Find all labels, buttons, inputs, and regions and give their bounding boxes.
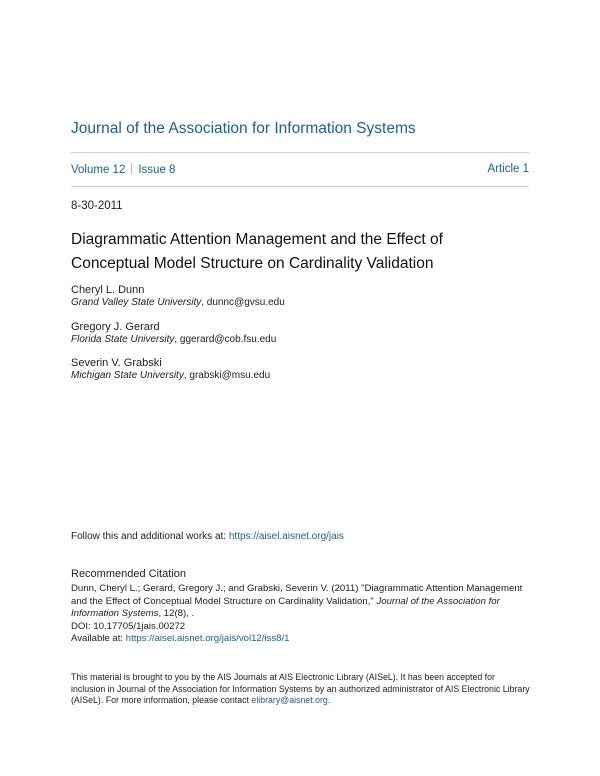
author-name: Cheryl L. Dunn bbox=[71, 284, 145, 296]
contact-email-link[interactable]: elibrary@aisnet.org bbox=[251, 695, 328, 705]
author-affiliation bbox=[71, 333, 276, 346]
follow-link[interactable]: https://aisel.aisnet.org/jais bbox=[228, 531, 344, 542]
issue-link[interactable]: Issue 8 bbox=[138, 164, 176, 176]
divider-bottom bbox=[71, 186, 529, 187]
citation-doi: DOI: 10.17705/1jais.00272 bbox=[71, 620, 186, 632]
footer-note bbox=[71, 672, 531, 707]
citation-text: Dunn, Cheryl L.; Gerard, Gregory J.; and Grabski, Severin V. (2011) "Diagrammatic Attention Management and the Effect of Conceptual Model Structure on Cardinality Validation," bbox=[71, 583, 523, 607]
volume-link[interactable]: Volume 12 bbox=[71, 164, 126, 176]
footer-end: . bbox=[327, 695, 331, 705]
article-title: Diagrammatic Attention Management and the Effect of Conceptual Model Structure on Cardinality Validation bbox=[71, 231, 443, 272]
available-label: Available at: bbox=[71, 633, 126, 645]
affiliation-institution: Florida State University bbox=[71, 334, 175, 345]
footer-text: This material is brought to you by the AIS Journals at AIS Electronic Library (AISeL). It has been accepted for inclusion in Journal of the Association for Information Systems by an authorized administrator of AIS Electronic Library (AISeL). For more information, please contact bbox=[71, 672, 530, 705]
citation-journal: Journal of the Association for Information Systems bbox=[71, 595, 500, 620]
recommended-citation-heading: Recommended Citation bbox=[71, 568, 186, 580]
author-name: Severin V. Grabski bbox=[71, 357, 162, 369]
publication-date: 8-30-2011 bbox=[71, 200, 123, 212]
author-name: Gregory J. Gerard bbox=[71, 321, 160, 333]
author-affiliation bbox=[71, 369, 270, 382]
available-link[interactable]: https://aisel.aisnet.org/jais/vol12/iss8/1 bbox=[125, 633, 290, 645]
separator bbox=[131, 163, 132, 174]
article-link[interactable]: Article 1 bbox=[487, 163, 529, 175]
citation-volume: , 12(8), . bbox=[158, 608, 195, 620]
affiliation-email: , grabski@msu.edu bbox=[183, 370, 271, 381]
recommended-citation bbox=[71, 583, 531, 646]
affiliation-email: , ggerard@cob.fsu.edu bbox=[174, 334, 277, 345]
follow-text: Follow this and additional works at: bbox=[71, 531, 229, 542]
affiliation-email: , dunnc@gvsu.edu bbox=[201, 297, 285, 308]
affiliation-institution: Grand Valley State University bbox=[71, 297, 202, 308]
journal-title[interactable]: Journal of the Association for Information Systems bbox=[71, 120, 416, 137]
divider-top bbox=[71, 152, 529, 153]
affiliation-institution: Michigan State University bbox=[71, 370, 184, 381]
follow-works bbox=[71, 531, 344, 542]
volume-issue-row bbox=[71, 163, 529, 176]
author-affiliation bbox=[71, 296, 285, 309]
